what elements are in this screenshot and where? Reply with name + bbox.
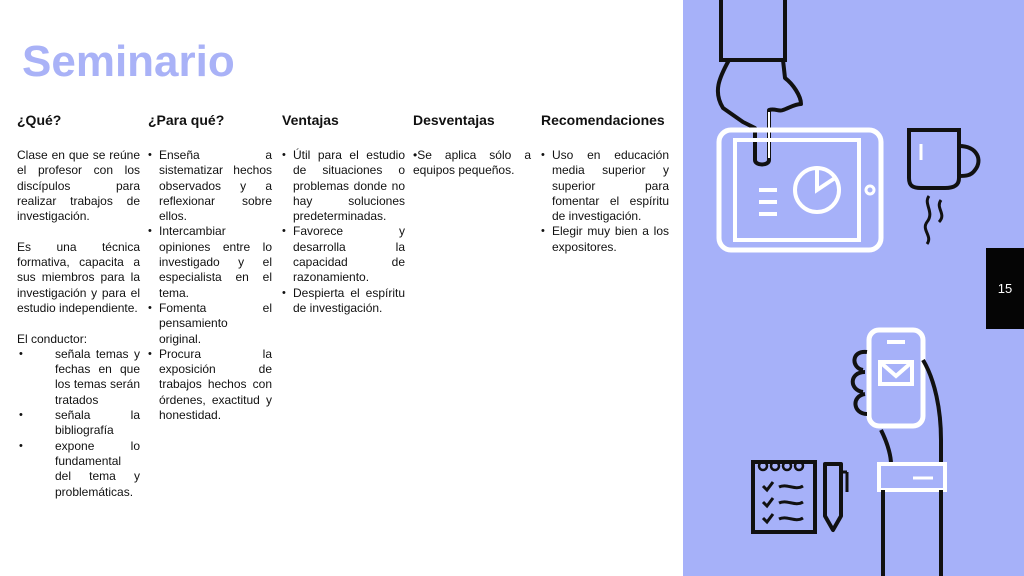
- list-item: • Procura la exposición de trabajos hechos con órdenes, exactitud y honestidad.: [148, 347, 272, 423]
- desventajas-text: •Se aplica sólo a equipos pequeños.: [413, 148, 531, 178]
- column-heading-para-que: ¿Para qué?: [148, 112, 225, 128]
- list-item: • señala temas y fechas en que los temas serán tratados: [17, 347, 140, 408]
- slide-title: Seminario: [22, 37, 235, 86]
- notepad-icon: [753, 462, 815, 532]
- list-item: • expone lo fundamental del tema y problemáticas.: [17, 439, 140, 500]
- list-item: • Uso en educación media superior y superior para fomentar el espíritu de investigación.: [541, 148, 669, 224]
- list-item: • Fomenta el pensamiento original.: [148, 301, 272, 347]
- recomendaciones-list: [541, 148, 669, 255]
- coffee-mug-icon: [909, 130, 978, 244]
- column-recomendaciones: [541, 112, 669, 255]
- list-item: • Elegir muy bien a los expositores.: [541, 224, 669, 255]
- column-ventajas: [282, 112, 405, 316]
- list-item: • Despierta el espíritu de investigación.: [282, 286, 405, 317]
- ventajas-list: [282, 148, 405, 316]
- hand-phone-icon: [853, 330, 945, 576]
- pen-icon: [825, 464, 847, 530]
- column-para-que: [148, 112, 272, 423]
- list-item: • Útil para el estudio de situaciones o problemas donde no hay soluciones predeterminadas.: [282, 148, 405, 224]
- que-paragraph-2: Es una técnica formativa, capacita a sus miembros para la investigación y para el estudio independiente.: [17, 239, 140, 315]
- list-item: • Favorece y desarrolla la capacidad de razonamiento.: [282, 224, 405, 285]
- column-heading-recomendaciones: Recomendaciones: [541, 112, 665, 128]
- conductor-list: [17, 347, 140, 500]
- illustration: [683, 0, 1024, 576]
- tablet-chart-icon: [719, 130, 881, 250]
- column-heading-ventajas: Ventajas: [282, 112, 339, 128]
- para-que-list: [148, 148, 272, 423]
- page-number: 15: [997, 281, 1013, 296]
- column-que: [17, 112, 140, 500]
- list-item: • Enseña a sistematizar hechos observados y a reflexionar sobre ellos.: [148, 148, 272, 224]
- page-number-badge: [986, 248, 1024, 329]
- conductor-label: El conductor:: [17, 331, 88, 346]
- que-paragraph-1: Clase en que se reúne el profesor con los discípulos para realizar trabajos de investigación.: [17, 148, 140, 224]
- list-item: • señala la bibliografía: [17, 408, 140, 439]
- list-item: • Intercambiar opiniones entre lo investigado y el especialista en el tema.: [148, 224, 272, 300]
- column-heading-desventajas: Desventajas: [413, 112, 495, 128]
- column-heading-que: ¿Qué?: [17, 112, 62, 128]
- column-desventajas: [413, 112, 531, 179]
